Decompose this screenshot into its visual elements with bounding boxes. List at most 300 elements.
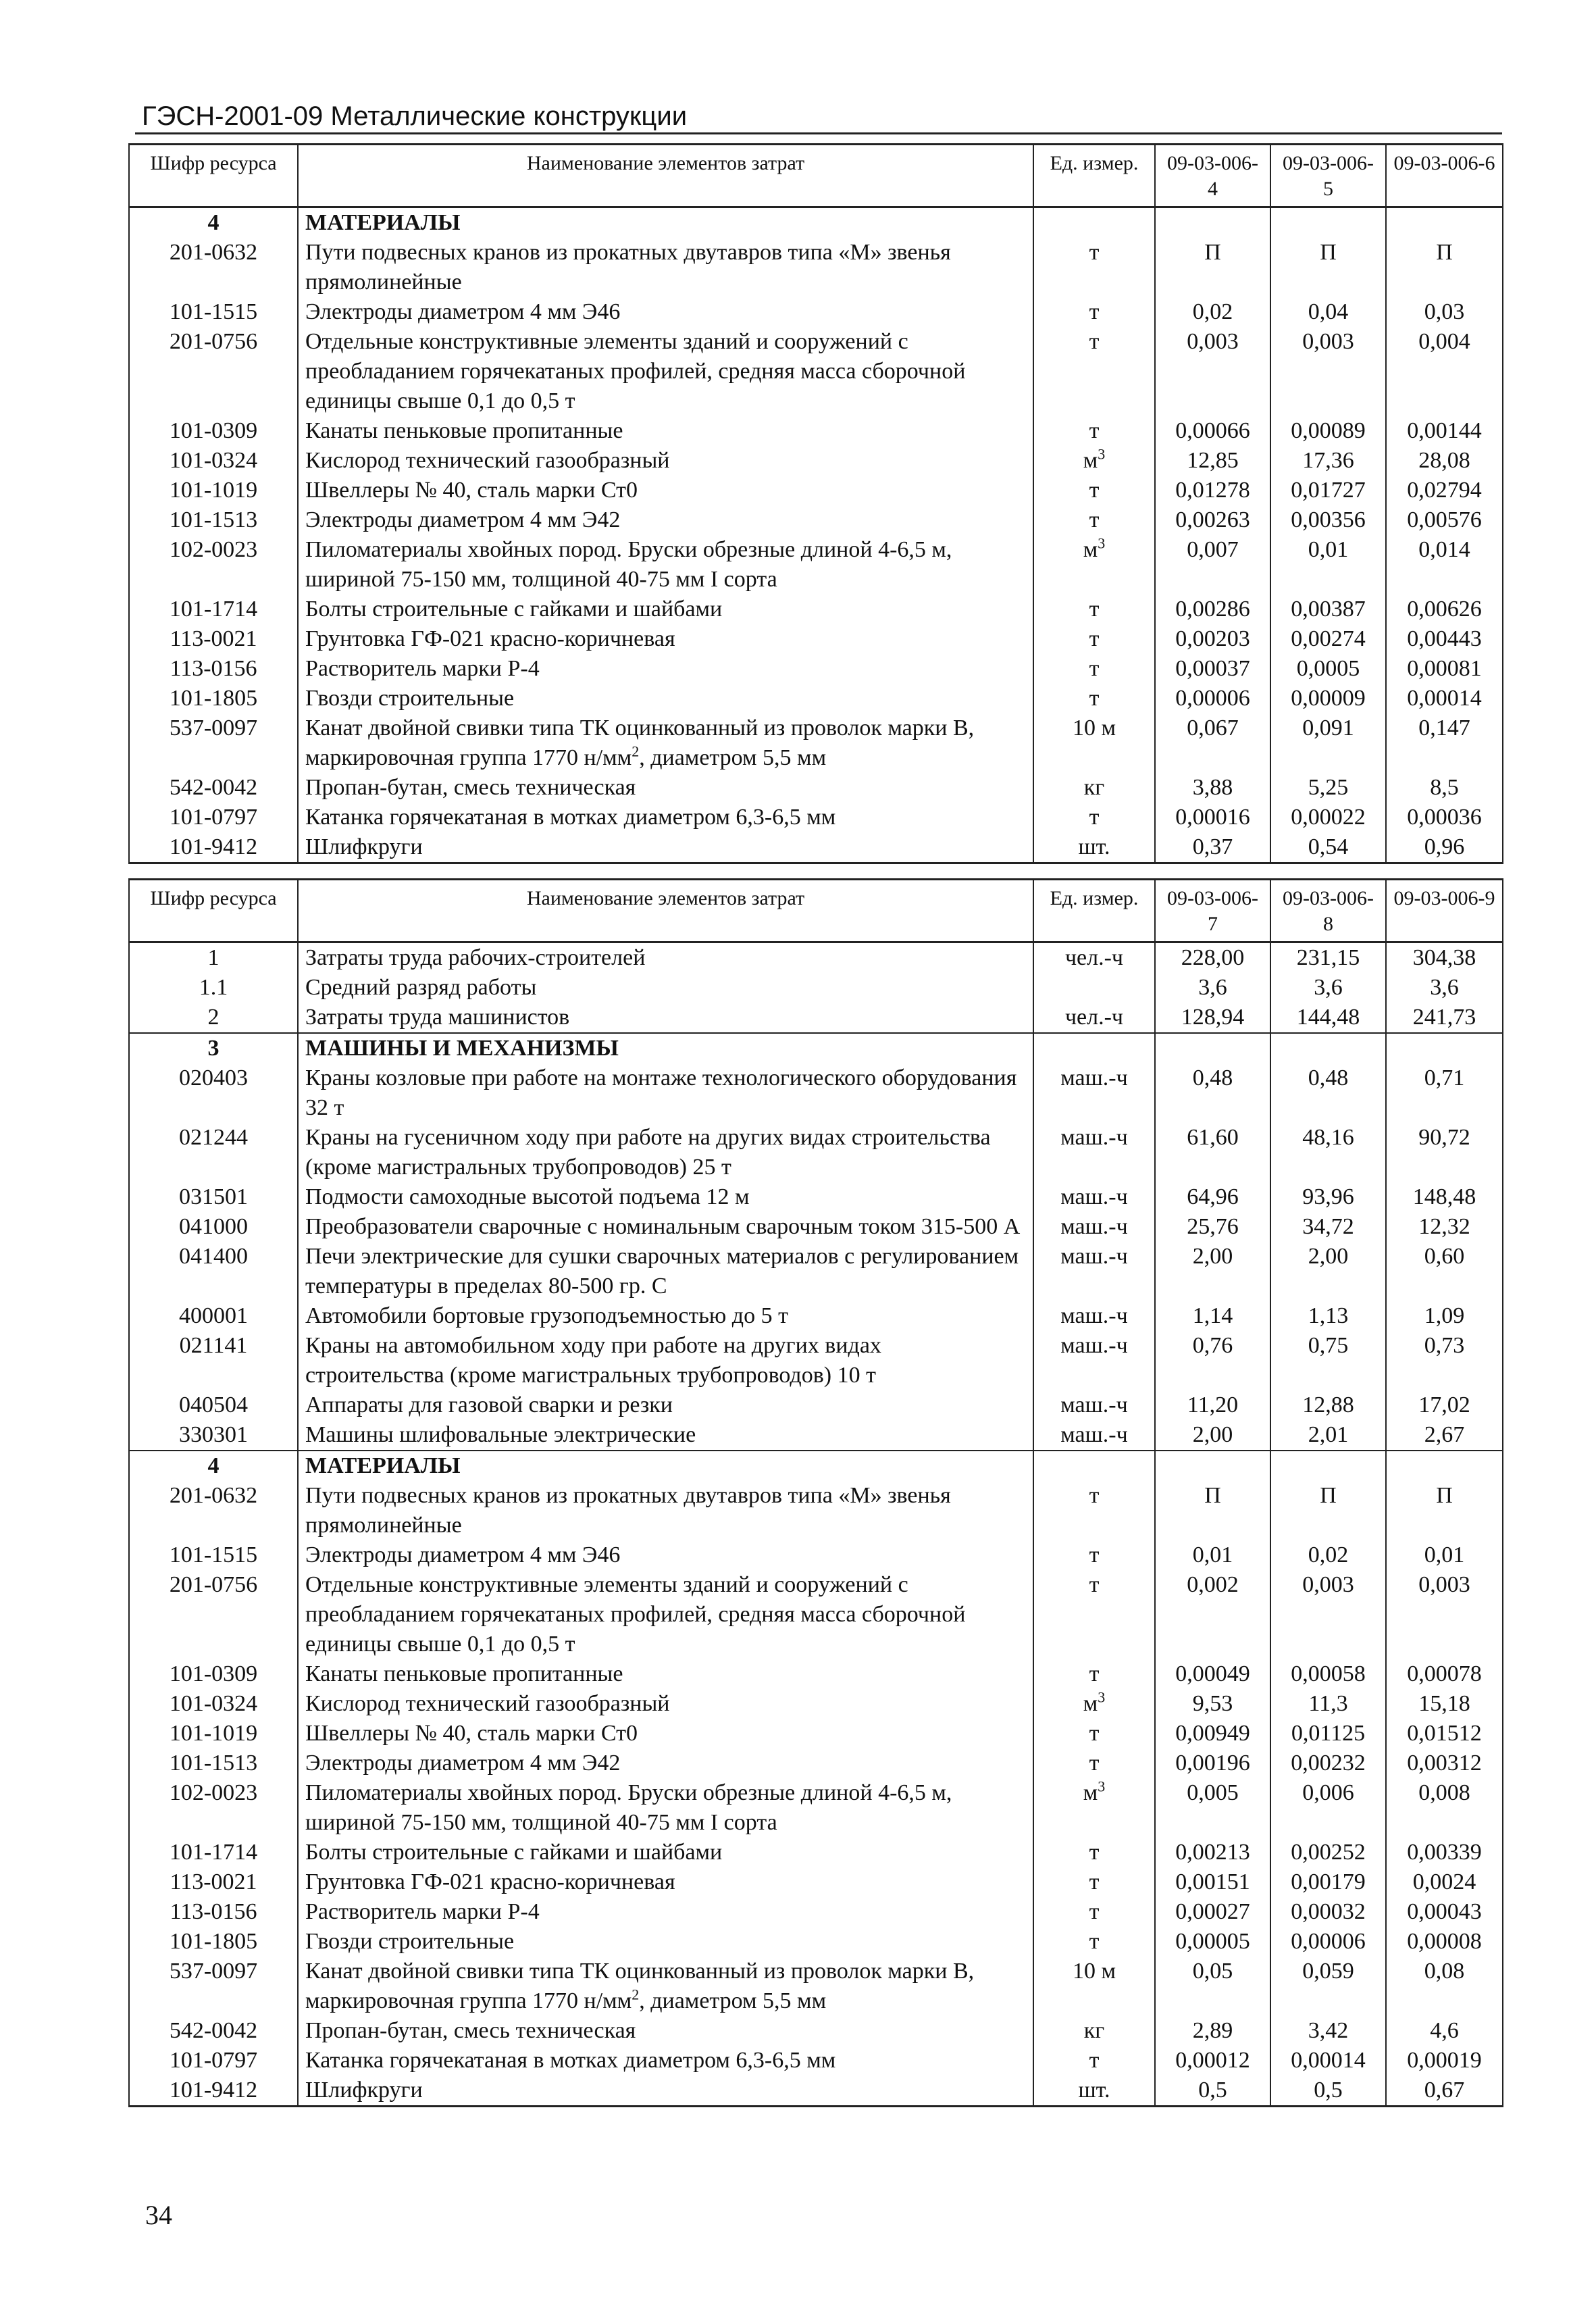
- resource-code: 101-0324: [129, 446, 298, 476]
- norm-value: 0,00014: [1386, 684, 1503, 713]
- norm-value: 0,0005: [1270, 654, 1386, 684]
- unit-of-measure: т: [1033, 1659, 1155, 1689]
- table-row: [129, 1570, 1503, 1659]
- resource-code: 4: [129, 207, 298, 238]
- unit-of-measure: т: [1033, 1481, 1155, 1540]
- resource-code: 101-1513: [129, 505, 298, 535]
- norm-value: 0,60: [1386, 1242, 1503, 1301]
- unit-of-measure: т: [1033, 1897, 1155, 1927]
- cost-element-name: Канаты пеньковые пропитанные: [298, 416, 1033, 446]
- norm-value: 1,09: [1386, 1301, 1503, 1331]
- resource-code: 101-1714: [129, 1838, 298, 1867]
- table-row: [129, 1331, 1503, 1390]
- norm-value: 0,003: [1270, 1570, 1386, 1659]
- table-row: [129, 1778, 1503, 1838]
- cost-element-name: Канаты пеньковые пропитанные: [298, 1659, 1033, 1689]
- norm-value: 0,006: [1270, 1778, 1386, 1838]
- unit-of-measure: т: [1033, 1749, 1155, 1778]
- resource-code: 113-0156: [129, 654, 298, 684]
- resource-code: 201-0632: [129, 238, 298, 297]
- cost-element-name: Грунтовка ГФ-021 красно-коричневая: [298, 624, 1033, 654]
- table-row: [129, 1659, 1503, 1689]
- cost-element-name: Подмости самоходные высотой подъема 12 м: [298, 1182, 1033, 1212]
- table-row: [129, 713, 1503, 773]
- norm-value: 0,5: [1155, 2076, 1270, 2107]
- resource-code: 101-1805: [129, 1927, 298, 1957]
- norm-value: [1386, 1033, 1503, 1063]
- resource-code: 1: [129, 942, 298, 974]
- norm-value: 2,01: [1270, 1420, 1386, 1451]
- table-row: [129, 505, 1503, 535]
- norm-value: 12,88: [1270, 1390, 1386, 1420]
- norm-value: 0,00213: [1155, 1838, 1270, 1867]
- unit-of-measure: т: [1033, 238, 1155, 297]
- resource-code: 102-0023: [129, 535, 298, 595]
- norm-value: 0,48: [1155, 1063, 1270, 1123]
- norm-value: 144,48: [1270, 1003, 1386, 1033]
- norm-value: 93,96: [1270, 1182, 1386, 1212]
- resource-code: 031501: [129, 1182, 298, 1212]
- norm-value: П: [1270, 238, 1386, 297]
- norm-value: 9,53: [1155, 1689, 1270, 1719]
- unit-of-measure: [1033, 207, 1155, 238]
- table-row: [129, 1242, 1503, 1301]
- norm-value: 0,67: [1386, 2076, 1503, 2107]
- resource-code: 113-0021: [129, 1867, 298, 1897]
- norm-value: 3,6: [1155, 973, 1270, 1003]
- unit-of-measure: 10 м: [1033, 1957, 1155, 2016]
- norm-value: 0,00179: [1270, 1867, 1386, 1897]
- norm-value: 0,004: [1386, 327, 1503, 416]
- norm-value: 0,37: [1155, 832, 1270, 863]
- cost-element-name: Машины шлифовальные электрические: [298, 1420, 1033, 1451]
- cost-element-name: Канат двойной свивки типа ТК оцинкованный из проволок марки В, маркировочная группа 1770 $н/мм^2$, диаметром 5,5 мм: [298, 713, 1033, 773]
- norm-value: 0,005: [1155, 1778, 1270, 1838]
- resource-code: 101-0324: [129, 1689, 298, 1719]
- cost-element-name: Средний разряд работы: [298, 973, 1033, 1003]
- norm-value: 12,85: [1155, 446, 1270, 476]
- norm-value: 0,04: [1270, 297, 1386, 327]
- unit-of-measure: 10 м: [1033, 713, 1155, 773]
- unit-of-measure: т: [1033, 803, 1155, 832]
- norm-value: 0,067: [1155, 713, 1270, 773]
- resource-code: 102-0023: [129, 1778, 298, 1838]
- norm-value: 0,00043: [1386, 1897, 1503, 1927]
- cost-element-name: Аппараты для газовой сварки и резки: [298, 1390, 1033, 1420]
- table-row: [129, 832, 1503, 863]
- norm-value: П: [1155, 238, 1270, 297]
- cost-element-name: Пиломатериалы хвойных пород. Бруски обрезные длиной 4-6,5 м, шириной 75-150 мм, толщиной 40-75 мм I сорта: [298, 535, 1033, 595]
- cost-element-name: Отдельные конструктивные элементы зданий и сооружений с преобладанием горячекатаных профилей, средняя масса сборочной единицы свыше 0,1 до 0,5 т: [298, 1570, 1033, 1659]
- table-row: [129, 942, 1503, 974]
- table-row: [129, 1003, 1503, 1033]
- resource-code: 101-1515: [129, 1540, 298, 1570]
- norm-value: 25,76: [1155, 1212, 1270, 1242]
- norm-value: 0,00949: [1155, 1719, 1270, 1749]
- cost-element-name: Кислород технический газообразный: [298, 1689, 1033, 1719]
- norm-value: 0,003: [1155, 327, 1270, 416]
- norm-value: 231,15: [1270, 942, 1386, 974]
- unit-of-measure: т: [1033, 624, 1155, 654]
- norm-value: 0,05: [1155, 1957, 1270, 2016]
- norm-value: 90,72: [1386, 1123, 1503, 1182]
- norm-value: 0,00032: [1270, 1897, 1386, 1927]
- col-header-norm: 09-03-006-5: [1270, 145, 1386, 207]
- table-row: [129, 1212, 1503, 1242]
- cost-element-name: Пиломатериалы хвойных пород. Бруски обрезные длиной 4-6,5 м, шириной 75-150 мм, толщиной 40-75 мм I сорта: [298, 1778, 1033, 1838]
- section-header-row: [129, 1033, 1503, 1063]
- norm-value: 15,18: [1386, 1689, 1503, 1719]
- section-header-row: [129, 1451, 1503, 1481]
- norm-value: 128,94: [1155, 1003, 1270, 1033]
- norm-value: П: [1270, 1481, 1386, 1540]
- unit-of-measure: маш.-ч: [1033, 1420, 1155, 1451]
- cost-element-name: Шлифкруги: [298, 2076, 1033, 2107]
- unit-of-measure: чел.-ч: [1033, 1003, 1155, 1033]
- norm-value: 1,14: [1155, 1301, 1270, 1331]
- resource-table-2: [128, 878, 1503, 2107]
- table-row: [129, 238, 1503, 297]
- table-row: [129, 1540, 1503, 1570]
- unit-of-measure: т: [1033, 416, 1155, 446]
- norm-value: П: [1386, 1481, 1503, 1540]
- norm-value: 0,00022: [1270, 803, 1386, 832]
- table-row: [129, 2046, 1503, 2076]
- norm-value: 2,00: [1270, 1242, 1386, 1301]
- table-row: [129, 1390, 1503, 1420]
- norm-value: 0,00263: [1155, 505, 1270, 535]
- cost-element-name: Пропан-бутан, смесь техническая: [298, 2016, 1033, 2046]
- table-row: [129, 416, 1503, 446]
- norm-value: 0,147: [1386, 713, 1503, 773]
- norm-value: 0,00443: [1386, 624, 1503, 654]
- norm-value: 0,00027: [1155, 1897, 1270, 1927]
- norm-value: 0,007: [1155, 535, 1270, 595]
- norm-value: [1155, 207, 1270, 238]
- unit-of-measure: т: [1033, 595, 1155, 624]
- norm-value: П: [1155, 1481, 1270, 1540]
- resource-code: 3: [129, 1033, 298, 1063]
- norm-value: 0,00144: [1386, 416, 1503, 446]
- unit-of-measure: т: [1033, 1927, 1155, 1957]
- norm-value: 0,75: [1270, 1331, 1386, 1390]
- unit-of-measure: [1033, 1033, 1155, 1063]
- norm-value: 0,00006: [1270, 1927, 1386, 1957]
- col-header-unit: Ед. измер.: [1033, 145, 1155, 207]
- resource-code: 020403: [129, 1063, 298, 1123]
- table-row: [129, 803, 1503, 832]
- norm-value: 0,01727: [1270, 476, 1386, 505]
- unit-of-measure: шт.: [1033, 832, 1155, 863]
- resource-code: 537-0097: [129, 1957, 298, 2016]
- resource-code: 101-0309: [129, 1659, 298, 1689]
- norm-value: 0,00066: [1155, 416, 1270, 446]
- norm-value: 0,00058: [1270, 1659, 1386, 1689]
- cost-element-name: Пропан-бутан, смесь техническая: [298, 773, 1033, 803]
- table-row: [129, 1481, 1503, 1540]
- unit-of-measure: кг: [1033, 2016, 1155, 2046]
- col-header-norm: 09-03-006-9: [1386, 880, 1503, 942]
- norm-value: 3,6: [1386, 973, 1503, 1003]
- unit-of-measure: маш.-ч: [1033, 1301, 1155, 1331]
- unit-of-measure: $м^3$: [1033, 446, 1155, 476]
- table-row: [129, 1957, 1503, 2016]
- norm-value: 0,00339: [1386, 1838, 1503, 1867]
- norm-value: 0,00009: [1270, 684, 1386, 713]
- cost-element-name: Затраты труда машинистов: [298, 1003, 1033, 1033]
- resource-code: 101-0797: [129, 2046, 298, 2076]
- norm-value: 0,003: [1270, 327, 1386, 416]
- cost-element-name: Растворитель марки Р-4: [298, 1897, 1033, 1927]
- cost-element-name: Электроды диаметром 4 мм Э46: [298, 297, 1033, 327]
- norm-value: 0,00274: [1270, 624, 1386, 654]
- col-header-name: Наименование элементов затрат: [298, 880, 1033, 942]
- table-row: [129, 1420, 1503, 1451]
- norm-value: 0,96: [1386, 832, 1503, 863]
- unit-of-measure: [1033, 973, 1155, 1003]
- norm-value: 0,71: [1386, 1063, 1503, 1123]
- resource-code: 201-0756: [129, 1570, 298, 1659]
- table-row: [129, 1123, 1503, 1182]
- table-row: [129, 1749, 1503, 1778]
- table-row: [129, 297, 1503, 327]
- page-number: 34: [145, 2200, 172, 2230]
- resource-code: 101-1714: [129, 595, 298, 624]
- norm-value: 11,3: [1270, 1689, 1386, 1719]
- table-row: [129, 973, 1503, 1003]
- norm-value: 0,002: [1155, 1570, 1270, 1659]
- resource-code: 101-1513: [129, 1749, 298, 1778]
- table-header-row: [129, 880, 1503, 942]
- norm-value: [1386, 207, 1503, 238]
- unit-of-measure: т: [1033, 654, 1155, 684]
- resource-code: 537-0097: [129, 713, 298, 773]
- col-header-code: Шифр ресурса: [129, 145, 298, 207]
- table-row: [129, 1689, 1503, 1719]
- section-header-row: [129, 207, 1503, 238]
- cost-element-name: Отдельные конструктивные элементы зданий и сооружений с преобладанием горячекатаных профилей, средняя масса сборочной единицы свыше 0,1 до 0,5 т: [298, 327, 1033, 416]
- resource-code: 041400: [129, 1242, 298, 1301]
- norm-value: 3,42: [1270, 2016, 1386, 2046]
- cost-element-name: Шлифкруги: [298, 832, 1033, 863]
- page-header: ГЭСН-2001-09 Металлические конструкции: [142, 101, 688, 131]
- unit-of-measure: т: [1033, 476, 1155, 505]
- resource-code: 041000: [129, 1212, 298, 1242]
- norm-value: 0,48: [1270, 1063, 1386, 1123]
- norm-value: 0,54: [1270, 832, 1386, 863]
- norm-value: 0,00081: [1386, 654, 1503, 684]
- norm-value: 0,00356: [1270, 505, 1386, 535]
- cost-element-name: Пути подвесных кранов из прокатных двутавров типа «М» звенья прямолинейные: [298, 238, 1033, 297]
- resource-code: 201-0756: [129, 327, 298, 416]
- norm-value: 5,25: [1270, 773, 1386, 803]
- norm-value: 0,00196: [1155, 1749, 1270, 1778]
- norm-value: 1,13: [1270, 1301, 1386, 1331]
- unit-of-measure: маш.-ч: [1033, 1182, 1155, 1212]
- unit-of-measure: маш.-ч: [1033, 1063, 1155, 1123]
- norm-value: 0,003: [1386, 1570, 1503, 1659]
- norm-value: 0,0024: [1386, 1867, 1503, 1897]
- table-row: [129, 446, 1503, 476]
- unit-of-measure: т: [1033, 2046, 1155, 2076]
- norm-value: 0,00016: [1155, 803, 1270, 832]
- resource-code: 4: [129, 1451, 298, 1481]
- norm-value: [1155, 1451, 1270, 1481]
- norm-value: 0,00008: [1386, 1927, 1503, 1957]
- unit-of-measure: т: [1033, 1719, 1155, 1749]
- norm-value: П: [1386, 238, 1503, 297]
- norm-value: 0,00576: [1386, 505, 1503, 535]
- unit-of-measure: маш.-ч: [1033, 1212, 1155, 1242]
- norm-value: 3,6: [1270, 973, 1386, 1003]
- norm-value: 0,00049: [1155, 1659, 1270, 1689]
- unit-of-measure: т: [1033, 1540, 1155, 1570]
- norm-value: 11,20: [1155, 1390, 1270, 1420]
- norm-value: [1270, 207, 1386, 238]
- norm-value: 0,00203: [1155, 624, 1270, 654]
- resource-code: 021141: [129, 1331, 298, 1390]
- unit-of-measure: $м^3$: [1033, 1778, 1155, 1838]
- resource-code: 101-9412: [129, 832, 298, 863]
- norm-value: 0,00036: [1386, 803, 1503, 832]
- norm-value: 228,00: [1155, 942, 1270, 974]
- norm-value: [1155, 1033, 1270, 1063]
- resource-code: 400001: [129, 1301, 298, 1331]
- norm-value: 0,01: [1386, 1540, 1503, 1570]
- norm-value: 0,00089: [1270, 416, 1386, 446]
- table-row: [129, 773, 1503, 803]
- unit-of-measure: т: [1033, 505, 1155, 535]
- table-row: [129, 2016, 1503, 2046]
- norm-value: 0,00387: [1270, 595, 1386, 624]
- cost-element-name: Гвозди строительные: [298, 1927, 1033, 1957]
- cost-element-name: Затраты труда рабочих-строителей: [298, 942, 1033, 974]
- resource-code: 101-1515: [129, 297, 298, 327]
- norm-value: 0,02: [1155, 297, 1270, 327]
- unit-of-measure: шт.: [1033, 2076, 1155, 2107]
- unit-of-measure: т: [1033, 1838, 1155, 1867]
- unit-of-measure: $м^3$: [1033, 535, 1155, 595]
- cost-element-name: Электроды диаметром 4 мм Э46: [298, 1540, 1033, 1570]
- norm-value: [1270, 1451, 1386, 1481]
- cost-element-name: Автомобили бортовые грузоподъемностью до 5 т: [298, 1301, 1033, 1331]
- cost-element-name: Электроды диаметром 4 мм Э42: [298, 505, 1033, 535]
- cost-element-name: Болты строительные с гайками и шайбами: [298, 595, 1033, 624]
- norm-value: 0,02: [1270, 1540, 1386, 1570]
- col-header-norm: 09-03-006-8: [1270, 880, 1386, 942]
- unit-of-measure: $м^3$: [1033, 1689, 1155, 1719]
- norm-value: 0,014: [1386, 535, 1503, 595]
- norm-value: 0,00286: [1155, 595, 1270, 624]
- resource-code: 2: [129, 1003, 298, 1033]
- unit-of-measure: кг: [1033, 773, 1155, 803]
- cost-element-name: Кислород технический газообразный: [298, 446, 1033, 476]
- resource-code: 101-1805: [129, 684, 298, 713]
- norm-value: 148,48: [1386, 1182, 1503, 1212]
- cost-element-name: Грунтовка ГФ-021 красно-коричневая: [298, 1867, 1033, 1897]
- unit-of-measure: т: [1033, 297, 1155, 327]
- table-row: [129, 1301, 1503, 1331]
- table-row: [129, 1182, 1503, 1212]
- table-row: [129, 595, 1503, 624]
- norm-value: 2,00: [1155, 1420, 1270, 1451]
- cost-element-name: МАШИНЫ И МЕХАНИЗМЫ: [298, 1033, 1033, 1063]
- resource-table-1: [128, 143, 1503, 864]
- norm-value: 0,00232: [1270, 1749, 1386, 1778]
- norm-value: 8,5: [1386, 773, 1503, 803]
- resource-code: 113-0021: [129, 624, 298, 654]
- norm-value: 64,96: [1155, 1182, 1270, 1212]
- norm-value: 241,73: [1386, 1003, 1503, 1033]
- norm-value: 61,60: [1155, 1123, 1270, 1182]
- norm-value: 0,01512: [1386, 1719, 1503, 1749]
- cost-element-name: Краны козловые при работе на монтаже технологического оборудования 32 т: [298, 1063, 1033, 1123]
- unit-of-measure: маш.-ч: [1033, 1390, 1155, 1420]
- cost-element-name: Гвозди строительные: [298, 684, 1033, 713]
- norm-value: [1386, 1451, 1503, 1481]
- unit-of-measure: маш.-ч: [1033, 1123, 1155, 1182]
- cost-element-name: Растворитель марки Р-4: [298, 654, 1033, 684]
- norm-value: 0,01125: [1270, 1719, 1386, 1749]
- norm-value: 0,00078: [1386, 1659, 1503, 1689]
- norm-value: 304,38: [1386, 942, 1503, 974]
- table-row: [129, 624, 1503, 654]
- cost-element-name: Электроды диаметром 4 мм Э42: [298, 1749, 1033, 1778]
- norm-value: 2,00: [1155, 1242, 1270, 1301]
- col-header-name: Наименование элементов затрат: [298, 145, 1033, 207]
- cost-element-name: Швеллеры № 40, сталь марки Ст0: [298, 476, 1033, 505]
- col-header-code: Шифр ресурса: [129, 880, 298, 942]
- cost-element-name: Краны на гусеничном ходу при работе на других видах строительства (кроме магистральных трубопроводов) 25 т: [298, 1123, 1033, 1182]
- resource-code: 542-0042: [129, 773, 298, 803]
- norm-value: 0,00151: [1155, 1867, 1270, 1897]
- norm-value: 0,01: [1155, 1540, 1270, 1570]
- table-row: [129, 535, 1503, 595]
- norm-value: 4,6: [1386, 2016, 1503, 2046]
- table-row: [129, 2076, 1503, 2107]
- table-row: [129, 1897, 1503, 1927]
- cost-element-name: МАТЕРИАЛЫ: [298, 1451, 1033, 1481]
- norm-value: 12,32: [1386, 1212, 1503, 1242]
- norm-value: 0,059: [1270, 1957, 1386, 2016]
- norm-value: 3,88: [1155, 773, 1270, 803]
- norm-value: 0,01278: [1155, 476, 1270, 505]
- norm-value: [1270, 1033, 1386, 1063]
- unit-of-measure: маш.-ч: [1033, 1331, 1155, 1390]
- table-row: [129, 1867, 1503, 1897]
- col-header-norm: 09-03-006-4: [1155, 145, 1270, 207]
- norm-value: 0,00006: [1155, 684, 1270, 713]
- cost-element-name: Преобразователи сварочные с номинальным сварочным током 315-500 А: [298, 1212, 1033, 1242]
- unit-of-measure: чел.-ч: [1033, 942, 1155, 974]
- resource-code: 330301: [129, 1420, 298, 1451]
- norm-value: 0,01: [1270, 535, 1386, 595]
- norm-value: 0,00626: [1386, 595, 1503, 624]
- unit-of-measure: [1033, 1451, 1155, 1481]
- table-row: [129, 1063, 1503, 1123]
- norm-value: 0,008: [1386, 1778, 1503, 1838]
- cost-element-name: Катанка горячекатаная в мотках диаметром 6,3-6,5 мм: [298, 803, 1033, 832]
- header-rule: [135, 132, 1502, 134]
- norm-value: 0,00019: [1386, 2046, 1503, 2076]
- cost-element-name: Краны на автомобильном ходу при работе на других видах строительства (кроме магистральных трубопроводов) 10 т: [298, 1331, 1033, 1390]
- norm-value: 0,08: [1386, 1957, 1503, 2016]
- table-row: [129, 1927, 1503, 1957]
- table-header-row: [129, 145, 1503, 207]
- resource-code: 101-1019: [129, 476, 298, 505]
- unit-of-measure: т: [1033, 1867, 1155, 1897]
- resource-code: 113-0156: [129, 1897, 298, 1927]
